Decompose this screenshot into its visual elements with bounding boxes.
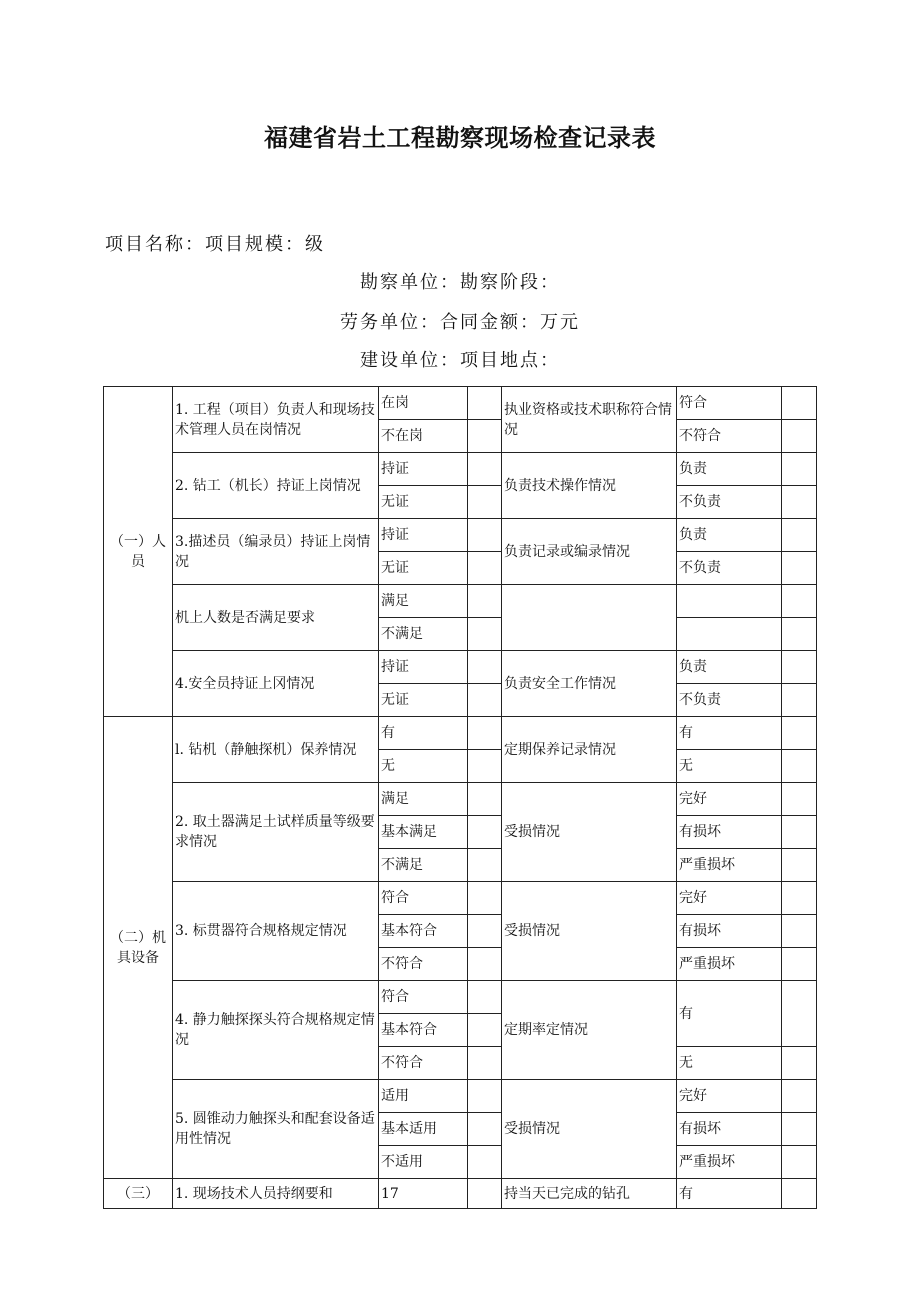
result-mark-cell: [782, 750, 817, 783]
table-row: [104, 882, 817, 915]
item-option: 基本符合: [379, 1014, 468, 1047]
item-option: 适用: [379, 1080, 468, 1113]
option-mark-cell: [468, 1047, 502, 1080]
item-description: 3. 标贯器符合规格规定情况: [173, 882, 379, 981]
check-result: 有损坏: [677, 1113, 782, 1146]
item-option: 无证: [379, 486, 468, 519]
check-result: 严重损坏: [677, 849, 782, 882]
table-row: [104, 717, 817, 750]
info-line-construction: 建设单位：项目地点：: [360, 350, 560, 371]
info-line-labor: 劳务单位：合同金额：万元: [340, 312, 580, 333]
info-line-survey: 勘察单位：勘察阶段：: [360, 272, 560, 293]
check-result: 无: [677, 750, 782, 783]
item-option: 有: [379, 717, 468, 750]
check-result: 不负责: [677, 684, 782, 717]
table-row: [104, 519, 817, 552]
item-option: 无: [379, 750, 468, 783]
result-mark-cell: [782, 1179, 817, 1209]
result-mark-cell: [782, 948, 817, 981]
option-mark-cell: [468, 783, 502, 816]
check-result: 不负责: [677, 486, 782, 519]
check-result: 有: [677, 1179, 782, 1209]
check-description: 受损情况: [502, 882, 677, 981]
result-mark-cell: [782, 486, 817, 519]
result-mark-cell: [782, 519, 817, 552]
option-mark-cell: [468, 387, 502, 420]
check-result: 无: [677, 1047, 782, 1080]
result-mark-cell: [782, 585, 817, 618]
item-description: 2. 取土器满足土试样质量等级要求情况: [173, 783, 379, 882]
item-option: 不满足: [379, 618, 468, 651]
item-option: 满足: [379, 585, 468, 618]
result-mark-cell: [782, 849, 817, 882]
check-description: 定期率定情况: [502, 981, 677, 1080]
check-result: 有: [677, 717, 782, 750]
item-option: 不符合: [379, 1047, 468, 1080]
item-option: 无证: [379, 684, 468, 717]
item-description: 4. 静力触探探头符合规格规定情况: [173, 981, 379, 1080]
item-description: 5. 圆锥动力触探头和配套设备适用性情况: [173, 1080, 379, 1179]
check-description: 持当天已完成的钻孔: [502, 1179, 677, 1209]
item-option: 不适用: [379, 1146, 468, 1179]
table-row: [104, 1179, 817, 1209]
item-option: 满足: [379, 783, 468, 816]
check-description: 执业资格或技术职称符合情况: [502, 387, 677, 453]
item-description: 1. 现场技术人员持纲要和: [173, 1179, 379, 1209]
item-option: 在岗: [379, 387, 468, 420]
check-result: 严重损坏: [677, 948, 782, 981]
option-mark-cell: [468, 882, 502, 915]
table-row: [104, 981, 817, 1014]
option-mark-cell: [468, 618, 502, 651]
option-mark-cell: [468, 915, 502, 948]
item-option: 无证: [379, 552, 468, 585]
item-description: 机上人数是否满足要求: [173, 585, 379, 651]
section-label: （一）人员: [104, 387, 173, 717]
result-mark-cell: [782, 915, 817, 948]
option-mark-cell: [468, 420, 502, 453]
option-mark-cell: [468, 1014, 502, 1047]
check-result: 不符合: [677, 420, 782, 453]
item-option: 不满足: [379, 849, 468, 882]
option-mark-cell: [468, 849, 502, 882]
item-option: 基本适用: [379, 1113, 468, 1146]
item-option: 17: [379, 1179, 468, 1209]
option-mark-cell: [468, 1113, 502, 1146]
option-mark-cell: [468, 453, 502, 486]
check-result: 完好: [677, 1080, 782, 1113]
check-description: 受损情况: [502, 1080, 677, 1179]
option-mark-cell: [468, 1080, 502, 1113]
result-mark-cell: [782, 684, 817, 717]
result-mark-cell: [782, 387, 817, 420]
check-result: [677, 618, 782, 651]
document-title: 福建省岩土工程勘察现场检查记录表: [264, 124, 656, 152]
option-mark-cell: [468, 750, 502, 783]
check-description: 负责技术操作情况: [502, 453, 677, 519]
check-description: [502, 585, 677, 651]
check-result: 负责: [677, 651, 782, 684]
section-label: （三）: [104, 1179, 173, 1209]
inspection-table: [103, 386, 817, 1209]
result-mark-cell: [782, 816, 817, 849]
check-result: 不负责: [677, 552, 782, 585]
result-mark-cell: [782, 1080, 817, 1113]
result-mark-cell: [782, 1146, 817, 1179]
option-mark-cell: [468, 585, 502, 618]
option-mark-cell: [468, 486, 502, 519]
item-description: 3.描述员（编录员）持证上岗情况: [173, 519, 379, 585]
item-option: 符合: [379, 981, 468, 1014]
check-description: 负责安全工作情况: [502, 651, 677, 717]
info-line-project: 项目名称：项目规模：级: [105, 234, 325, 255]
option-mark-cell: [468, 1146, 502, 1179]
result-mark-cell: [782, 717, 817, 750]
option-mark-cell: [468, 948, 502, 981]
item-option: 持证: [379, 453, 468, 486]
option-mark-cell: [468, 552, 502, 585]
item-option: 不符合: [379, 948, 468, 981]
table-row: [104, 783, 817, 816]
item-option: 符合: [379, 882, 468, 915]
check-result: 有损坏: [677, 816, 782, 849]
item-option: 持证: [379, 651, 468, 684]
table-row: [104, 585, 817, 618]
check-result: 有: [677, 981, 782, 1047]
result-mark-cell: [782, 1113, 817, 1146]
option-mark-cell: [468, 816, 502, 849]
section-label: （二）机具设备: [104, 717, 173, 1179]
result-mark-cell: [782, 1047, 817, 1080]
item-description: 4.安全员持证上冈情况: [173, 651, 379, 717]
check-result: 符合: [677, 387, 782, 420]
check-result: 负责: [677, 453, 782, 486]
item-description: l. 钻机（静触探机）保养情况: [173, 717, 379, 783]
result-mark-cell: [782, 453, 817, 486]
option-mark-cell: [468, 717, 502, 750]
item-option: 基本满足: [379, 816, 468, 849]
check-result: 完好: [677, 882, 782, 915]
item-description: 1. 工程（项目）负责人和现场技术管理人员在岗情况: [173, 387, 379, 453]
check-result: 严重损坏: [677, 1146, 782, 1179]
option-mark-cell: [468, 1179, 502, 1209]
check-description: 定期保养记录情况: [502, 717, 677, 783]
item-description: 2. 钻工（机长）持证上岗情况: [173, 453, 379, 519]
check-description: 负责记录或编录情况: [502, 519, 677, 585]
option-mark-cell: [468, 519, 502, 552]
check-result: [677, 585, 782, 618]
table-row: [104, 387, 817, 420]
table-row: [104, 1080, 817, 1113]
check-result: 完好: [677, 783, 782, 816]
result-mark-cell: [782, 882, 817, 915]
check-result: 负责: [677, 519, 782, 552]
item-option: 不在岗: [379, 420, 468, 453]
check-result: 有损坏: [677, 915, 782, 948]
option-mark-cell: [468, 684, 502, 717]
result-mark-cell: [782, 552, 817, 585]
result-mark-cell: [782, 783, 817, 816]
result-mark-cell: [782, 981, 817, 1047]
result-mark-cell: [782, 420, 817, 453]
check-description: 受损情况: [502, 783, 677, 882]
table-row: [104, 453, 817, 486]
option-mark-cell: [468, 981, 502, 1014]
result-mark-cell: [782, 651, 817, 684]
option-mark-cell: [468, 651, 502, 684]
item-option: 持证: [379, 519, 468, 552]
result-mark-cell: [782, 618, 817, 651]
table-row: [104, 651, 817, 684]
item-option: 基本符合: [379, 915, 468, 948]
